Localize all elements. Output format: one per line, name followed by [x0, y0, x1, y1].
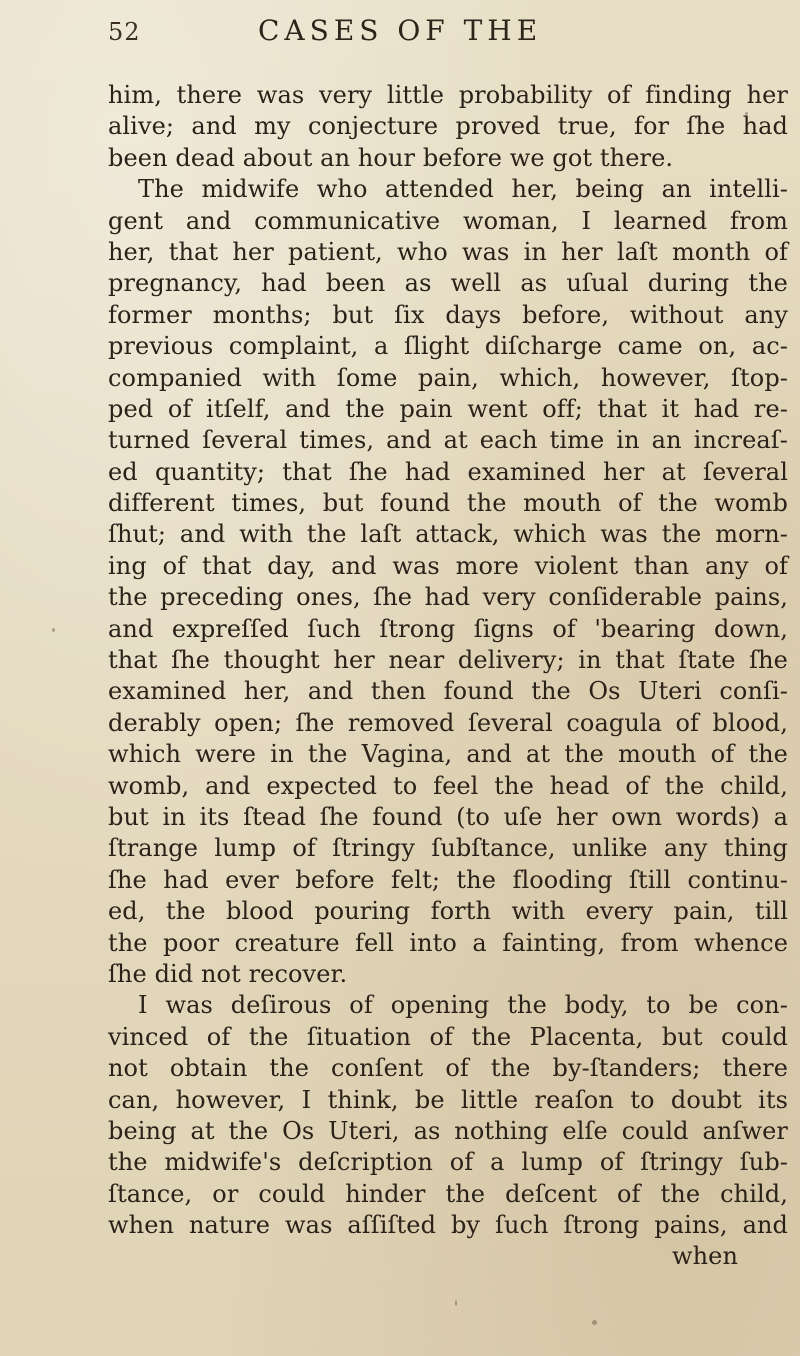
paper-speck	[745, 112, 748, 115]
text-line: him, there was very little probability of finding her	[108, 81, 788, 109]
text-line: alive; and my conjecture proved true, for ſhe had	[108, 112, 788, 141]
text-line: ſhe did not recover.	[108, 959, 348, 988]
text-line: ing of that day, and was more violent than any of	[108, 551, 788, 580]
text-line: ſhut; and with the laſt attack, which was the morn-	[108, 520, 788, 549]
page-number: 52	[108, 18, 141, 46]
page-header	[108, 8, 708, 58]
text-line: vinced of the ſituation of the Placenta, but could	[108, 1022, 788, 1051]
text-line: gent and communicative woman, I learned from	[108, 206, 788, 235]
text-line: derably open; ſhe removed ſeveral coagula of blood,	[108, 708, 788, 737]
text-line: The midwife who attended her, being an intelli-	[138, 175, 788, 204]
text-line: her, that her patient, who was in her laſt month of	[108, 237, 788, 266]
text-line: ſtance, or could hinder the deſcent of the child,	[108, 1179, 788, 1208]
text-line: companied with ſome pain, which, however, ſtop-	[108, 363, 788, 392]
text-line: and expreſſed ſuch ſtrong ſigns of 'bearing down,	[108, 614, 788, 643]
text-line: ed quantity; that ſhe had examined her at ſeveral	[108, 457, 788, 486]
text-line: previous complaint, a ſlight diſcharge came on, ac-	[108, 332, 788, 361]
text-line: but in its ſtead ſhe found (to uſe her own words) a	[108, 802, 788, 831]
text-line: that ſhe thought her near delivery; in that ſtate ſhe	[108, 646, 788, 675]
text-line: former months; but ſix days before, without any	[108, 300, 788, 329]
text-line: being at the Os Uteri, as nothing elſe could anſwer	[108, 1116, 788, 1145]
paper-speck	[455, 1300, 457, 1306]
text-line: examined her, and then found the Os Uteri conſi-	[108, 677, 788, 706]
running-head: CASES OF THE	[258, 14, 543, 47]
text-line: I was deſirous of opening the body, to be con-	[138, 991, 788, 1020]
text-line: ped of itſelf, and the pain went off; that it had re-	[108, 394, 788, 423]
text-line: not obtain the conſent of the by-ſtanders; there	[108, 1054, 788, 1083]
text-line: different times, but found the mouth of the womb	[108, 489, 788, 518]
paper-speck	[52, 628, 55, 632]
text-line: ſtrange lump of ſtringy ſubſtance, unlike any thing	[108, 834, 788, 863]
text-line: the preceding ones, ſhe had very conſiderable pains,	[108, 583, 788, 612]
text-line: can, however, I think, be little reaſon to doubt its	[108, 1085, 788, 1114]
catchword: when	[671, 1242, 738, 1271]
text-line: pregnancy, had been as well as uſual during the	[108, 269, 788, 298]
text-line: ſhe had ever before felt; the flooding ſtill continu-	[108, 865, 788, 894]
text-line: been dead about an hour before we got there.	[108, 143, 674, 172]
text-line: ed, the blood pouring forth with every pain, till	[108, 897, 788, 926]
text-line: when nature was aſſiſted by ſuch ſtrong pains, and	[108, 1211, 788, 1240]
text-line: the midwife's deſcription of a lump of ſtringy ſub-	[108, 1148, 788, 1177]
text-line: turned ſeveral times, and at each time in an increaſ-	[108, 426, 788, 455]
text-line: the poor creature fell into a fainting, from whence	[108, 928, 788, 957]
text-line: womb, and expected to feel the head of the child,	[108, 771, 788, 800]
body-text	[108, 80, 788, 1273]
paper-speck	[592, 1320, 597, 1325]
text-line: which were in the Vagina, and at the mouth of the	[108, 740, 788, 769]
